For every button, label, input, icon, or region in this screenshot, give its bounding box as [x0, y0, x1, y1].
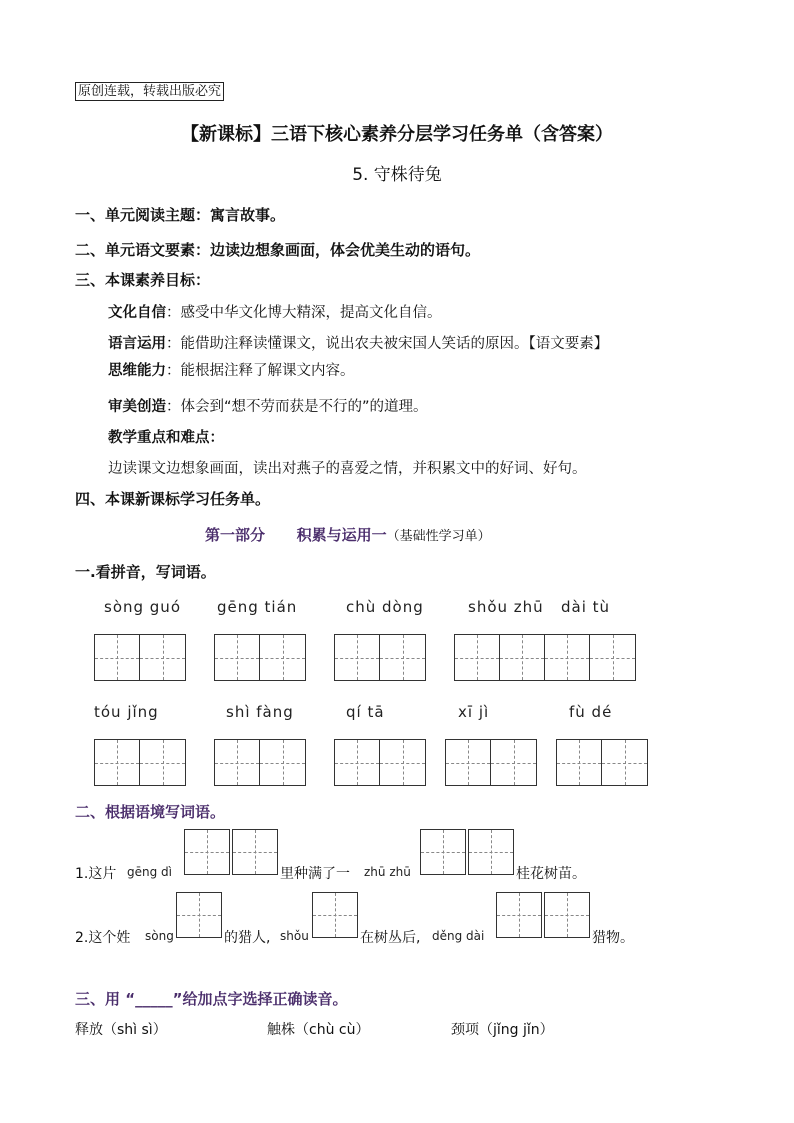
- q2-line2-d: 猎物。: [592, 930, 634, 946]
- grid-cell[interactable]: [602, 740, 647, 785]
- goal-language-label: 语言运用: [108, 336, 166, 352]
- q2-line1-c: 桂花树苗。: [516, 866, 586, 882]
- goal-language-text: ：能借助注释读懂课文，说出农夫被宋国人笑话的原因。【语文要素】: [166, 336, 609, 352]
- writing-grid-3[interactable]: [334, 634, 426, 681]
- grid-cell[interactable]: [176, 892, 222, 938]
- goal-language: [108, 332, 608, 353]
- pinyin-5: dài tù: [561, 598, 611, 616]
- grid-cell[interactable]: [232, 829, 278, 875]
- q2-line1-b: 里种满了一: [280, 866, 350, 882]
- grid-cell[interactable]: [500, 635, 545, 680]
- writing-grid-8[interactable]: [334, 739, 426, 786]
- goal-aesthetic-label: 审美创造: [108, 399, 166, 415]
- question-2-title: 二、根据语境写词语。: [75, 803, 226, 821]
- goal-culture-text: ：感受中华文化博大精深，提高文化自信。: [166, 305, 442, 321]
- grid-cell[interactable]: [95, 635, 140, 680]
- pinyin-7: shì fàng: [226, 703, 294, 721]
- q2-grid-2[interactable]: [420, 829, 516, 875]
- grid-cell[interactable]: [545, 635, 590, 680]
- part-name: 积累与运用一: [296, 526, 387, 544]
- grid-cell[interactable]: [335, 740, 380, 785]
- q2-line1-pinyin2: zhū zhū: [364, 865, 411, 879]
- grid-cell[interactable]: [184, 829, 230, 875]
- section-2-label: 二、单元语文要素：: [75, 241, 211, 259]
- pinyin-3: chù dòng: [346, 598, 424, 616]
- writing-grid-7[interactable]: [214, 739, 306, 786]
- q2-line2-c: 在树丛后,: [360, 930, 421, 946]
- grid-cell[interactable]: [380, 635, 425, 680]
- q2-line2-pinyin2: shǒu: [280, 929, 309, 943]
- grid-cell[interactable]: [335, 635, 380, 680]
- writing-grid-6[interactable]: [94, 739, 186, 786]
- grid-cell[interactable]: [312, 892, 358, 938]
- key-points-text: 边读课文边想象画面，读出对燕子的喜爱之情，并积累文中的好词、好句。: [108, 461, 587, 477]
- section-1-text: 寓言故事。: [210, 206, 286, 224]
- part-heading: [205, 524, 491, 545]
- q2-grid-4[interactable]: [312, 892, 360, 938]
- writing-grid-2[interactable]: [214, 634, 306, 681]
- part-subtitle: （基础性学习单）: [386, 529, 491, 544]
- pinyin-9: xī jì: [458, 703, 490, 721]
- grid-cell[interactable]: [491, 740, 536, 785]
- grid-cell[interactable]: [455, 635, 500, 680]
- grid-cell[interactable]: [380, 740, 425, 785]
- goal-culture-label: 文化自信: [108, 305, 166, 321]
- grid-cell[interactable]: [95, 740, 140, 785]
- copyright-notice: 原创连载，转载出版必究: [75, 82, 224, 101]
- q2-line1-pinyin1: gēng dì: [127, 865, 172, 879]
- goal-culture: [108, 301, 442, 322]
- writing-grid-10[interactable]: [556, 739, 648, 786]
- writing-grid-4[interactable]: [454, 634, 636, 681]
- goal-aesthetic-text: ：体会到“想不劳而获是不行的”的道理。: [166, 399, 428, 415]
- q2-line1-a: 1.这片: [75, 866, 117, 882]
- goal-aesthetic: [108, 395, 428, 416]
- grid-cell[interactable]: [557, 740, 602, 785]
- grid-cell[interactable]: [496, 892, 542, 938]
- key-points-label: 教学重点和难点：: [108, 430, 224, 446]
- goal-thinking-label: 思维能力: [108, 363, 166, 379]
- section-4: 四、本课新课标学习任务单。: [75, 490, 271, 508]
- pinyin-4: shǒu zhū: [468, 598, 544, 616]
- section-2-text: 边读边想象画面，体会优美生动的语句。: [210, 241, 481, 259]
- question-3-title: 三、用 “_____”给加点字选择正确读音。: [75, 990, 348, 1008]
- writing-grid-9[interactable]: [445, 739, 537, 786]
- section-1-label: 一、单元阅读主题：: [75, 206, 211, 224]
- pinyin-2: gēng tián: [217, 598, 298, 616]
- q3-item-1: 释放（shì sì）: [75, 1022, 167, 1038]
- pinyin-10: fù dé: [569, 703, 613, 721]
- grid-cell[interactable]: [544, 892, 590, 938]
- goal-thinking-text: ：能根据注释了解课文内容。: [166, 363, 355, 379]
- grid-cell[interactable]: [215, 635, 260, 680]
- q2-line2-a: 2.这个姓: [75, 930, 131, 946]
- section-3: 三、本课素养目标：: [75, 271, 211, 289]
- part-title: 第一部分: [205, 526, 266, 544]
- q2-grid-5[interactable]: [496, 892, 592, 938]
- q2-line2-b: 的猎人,: [224, 930, 271, 946]
- page-title: 【新课标】三语下核心素养分层学习任务单（含答案）: [181, 124, 613, 145]
- q2-line2-pinyin1: sòng: [145, 929, 174, 943]
- grid-cell[interactable]: [446, 740, 491, 785]
- section-1: [75, 204, 285, 225]
- q2-line2-pinyin3: děng dài: [432, 929, 485, 943]
- q3-item-3: 颈项（jǐng jǐn）: [451, 1022, 554, 1038]
- grid-cell[interactable]: [140, 635, 185, 680]
- lesson-title: 5. 守株待兔: [352, 165, 442, 185]
- pinyin-6: tóu jǐng: [94, 703, 159, 721]
- grid-cell[interactable]: [215, 740, 260, 785]
- grid-cell[interactable]: [140, 740, 185, 785]
- grid-cell[interactable]: [420, 829, 466, 875]
- grid-cell[interactable]: [468, 829, 514, 875]
- q3-item-2: 触株（chù cù）: [267, 1022, 370, 1038]
- writing-grid-1[interactable]: [94, 634, 186, 681]
- q2-grid-3[interactable]: [176, 892, 224, 938]
- pinyin-1: sòng guó: [104, 598, 181, 616]
- pinyin-8: qí tā: [346, 703, 385, 721]
- section-2: [75, 239, 480, 260]
- grid-cell[interactable]: [260, 635, 305, 680]
- grid-cell[interactable]: [260, 740, 305, 785]
- question-1-title: 一.看拼音，写词语。: [75, 563, 216, 581]
- grid-cell[interactable]: [590, 635, 635, 680]
- goal-thinking: [108, 359, 355, 380]
- q2-grid-1[interactable]: [184, 829, 280, 875]
